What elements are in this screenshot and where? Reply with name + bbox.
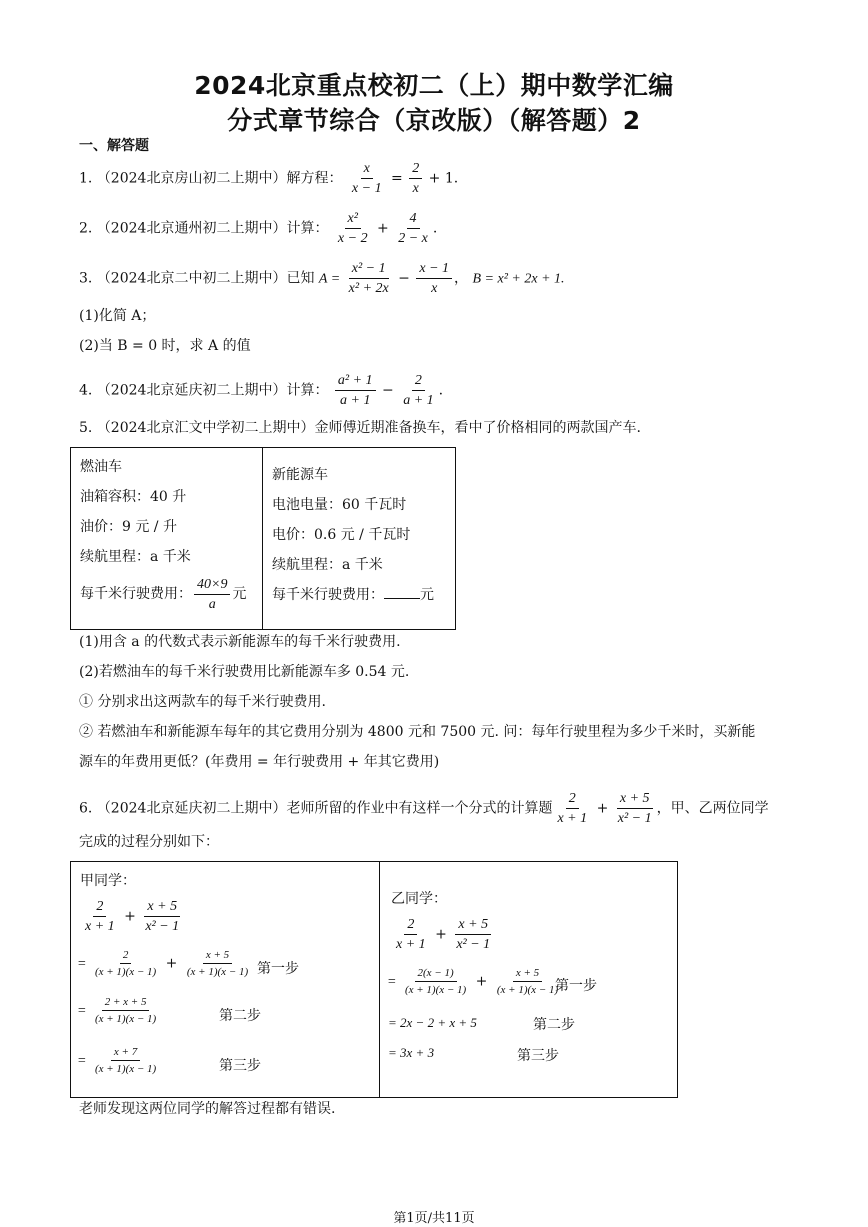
fuel-tank-capacity: 油箱容积：40 升 [80,489,187,505]
table-divider [379,862,380,1097]
yi-step-3-label: 第三步 [517,1048,559,1064]
page-title-line1: 2024北京重点校初二（上）期中数学汇编 [194,71,674,100]
question-5-part-2-2: ② 若燃油车和新能源车每年的其它费用分别为 4800 元和 7500 元. 问：每年行驶里程为多少千米时，买新能 [79,724,756,740]
question-5-part-2-2-cont: 源车的年费用更低？(年费用 = 年行驶费用 + 年其它费用) [79,754,440,770]
fuel-car-cell [80,452,246,616]
question-3-part-2: (2)当 B = 0 时，求 A 的值 [79,338,251,354]
ev-cost-per-km: 每千米行驶费用： 元 [272,580,434,610]
student-yi-label: 乙同学： [391,891,447,907]
ev-electricity-price: 电价：0.6 元 / 千瓦时 [272,527,411,543]
question-6: 6. （2024北京延庆初二上期中）老师所留的作业中有这样一个分式的计算题 $\frac{2}{x + 1}$ + $\frac{x + 5}{\text{x² − 1}}$ ，甲、乙两位同学 [79,791,769,826]
ev-car-cell [272,460,434,610]
question-5-part-2: (2)若燃油车的每千米行驶费用比新能源车多 0.54 元. [79,664,410,680]
fraction: $\frac{2}{x + 1}$ [557,791,588,826]
question-4: 4. （2024北京延庆初二上期中）计算： $\frac{\text{a² + 1}}{a + 1}$ − $\frac{2}{a + 1}$ . [79,373,444,408]
fuel-range: 续航里程：a 千米 [80,549,191,565]
fraction: $\frac{x}{x - 1}$ [351,161,382,196]
question-3: 3. （2024北京二中初二上期中）已知 A = $\frac{\text{x² − 1}}{\text{x² + 2x}}$ − $\frac{x - 1}{x}$ ， B = x² + 2x + 1. [79,261,565,296]
jia-step-1-label: 第一步 [257,961,299,977]
jia-step-0: $\frac{2}{x + 1}$ + $\frac{x + 5}{\text{x² − 1}}$ [85,899,180,934]
fraction: $\frac{x - 1}{x}$ [416,260,452,297]
yi-step-2: = 2x − 2 + x + 5 [388,1015,477,1030]
ev-battery: 电池电量：60 千瓦时 [272,497,407,513]
student-jia-label: 甲同学： [80,873,136,889]
jia-step-1: = $\frac{2}{(x + 1)(x - 1)}$ + $\frac{x + 5}{(x + 1)(x - 1)}$ [77,949,249,978]
yi-step-0: $\frac{2}{x + 1}$ + $\frac{x + 5}{\text{x² − 1}}$ [396,917,491,952]
page-footer: 第1页/共11页 [393,1211,475,1226]
fraction: $\frac{2}{a + 1}$ [403,373,434,408]
jia-step-2: = $\frac{2 + x + 5}{(x + 1)(x - 1)}$ [77,996,157,1025]
fuel-cost-per-km: 每千米行驶费用： $\frac{40\times 9}{a}$ 元 [80,576,247,612]
fraction: $\frac{x + 5}{\text{x² − 1}}$ [617,791,652,826]
section-heading: 一、解答题 [79,138,149,154]
yi-step-2-label: 第二步 [533,1017,575,1033]
yi-step-1-label: 第一步 [555,978,597,994]
fraction: $\frac{\text{x²}}{x - 2}$ [337,211,368,246]
question-2: 2. （2024北京通州初二上期中）计算： $\frac{\text{x²}}{x - 2}$ + $\frac{4}{2 - x}$ . [79,211,438,246]
question-5: 5. （2024北京汇文中学初二上期中）金师傅近期准备换车，看中了价格相同的两款国产车. [79,420,641,436]
fraction: $\frac{\text{x² − 1}}{\text{x² + 2x}}$ [348,261,389,296]
question-6-line-2: 完成的过程分别如下： [79,834,219,850]
page-title-line2: 分式章节综合（京改版）（解答题）2 [227,106,641,135]
fraction: $\frac{4}{2 - x}$ [398,211,428,246]
table-divider [262,448,263,629]
student-solutions-table [70,861,678,1098]
ev-car-title: 新能源车 [272,467,328,483]
question-5-part-1: (1)用含 a 的代数式表示新能源车的每千米行驶费用. [79,634,401,650]
fuel-price: 油价：9 元 / 升 [80,519,177,535]
car-comparison-table [70,447,456,630]
question-1: 1. （2024北京房山初二上期中）解方程： $\frac{x}{x - 1}$ = $\frac{2}{x}$ + 1. [79,161,459,196]
question-3-part-1: (1)化简 A； [79,308,156,324]
fraction: $\frac{2}{x}$ [409,160,422,197]
answer-blank [384,584,420,599]
ev-range: 续航里程：a 千米 [272,557,383,573]
yi-step-1: = $\frac{2(x - 1)}{(x + 1)(x - 1)}$ + $\frac{x + 5}{(x + 1)(x - 1)}$ [387,967,559,996]
jia-step-3-label: 第三步 [219,1058,261,1074]
question-5-part-2-1: ① 分别求出这两款车的每千米行驶费用. [79,694,326,710]
question-6-conclusion: 老师发现这两位同学的解答过程都有错误. [79,1101,336,1117]
yi-step-3: = 3x + 3 [388,1045,435,1060]
fuel-car-title: 燃油车 [80,459,122,475]
fraction: $\frac{\text{a² + 1}}{a + 1}$ [335,372,376,409]
jia-step-2-label: 第二步 [219,1008,261,1024]
jia-step-3: = $\frac{x + 7}{(x + 1)(x - 1)}$ [77,1046,157,1075]
